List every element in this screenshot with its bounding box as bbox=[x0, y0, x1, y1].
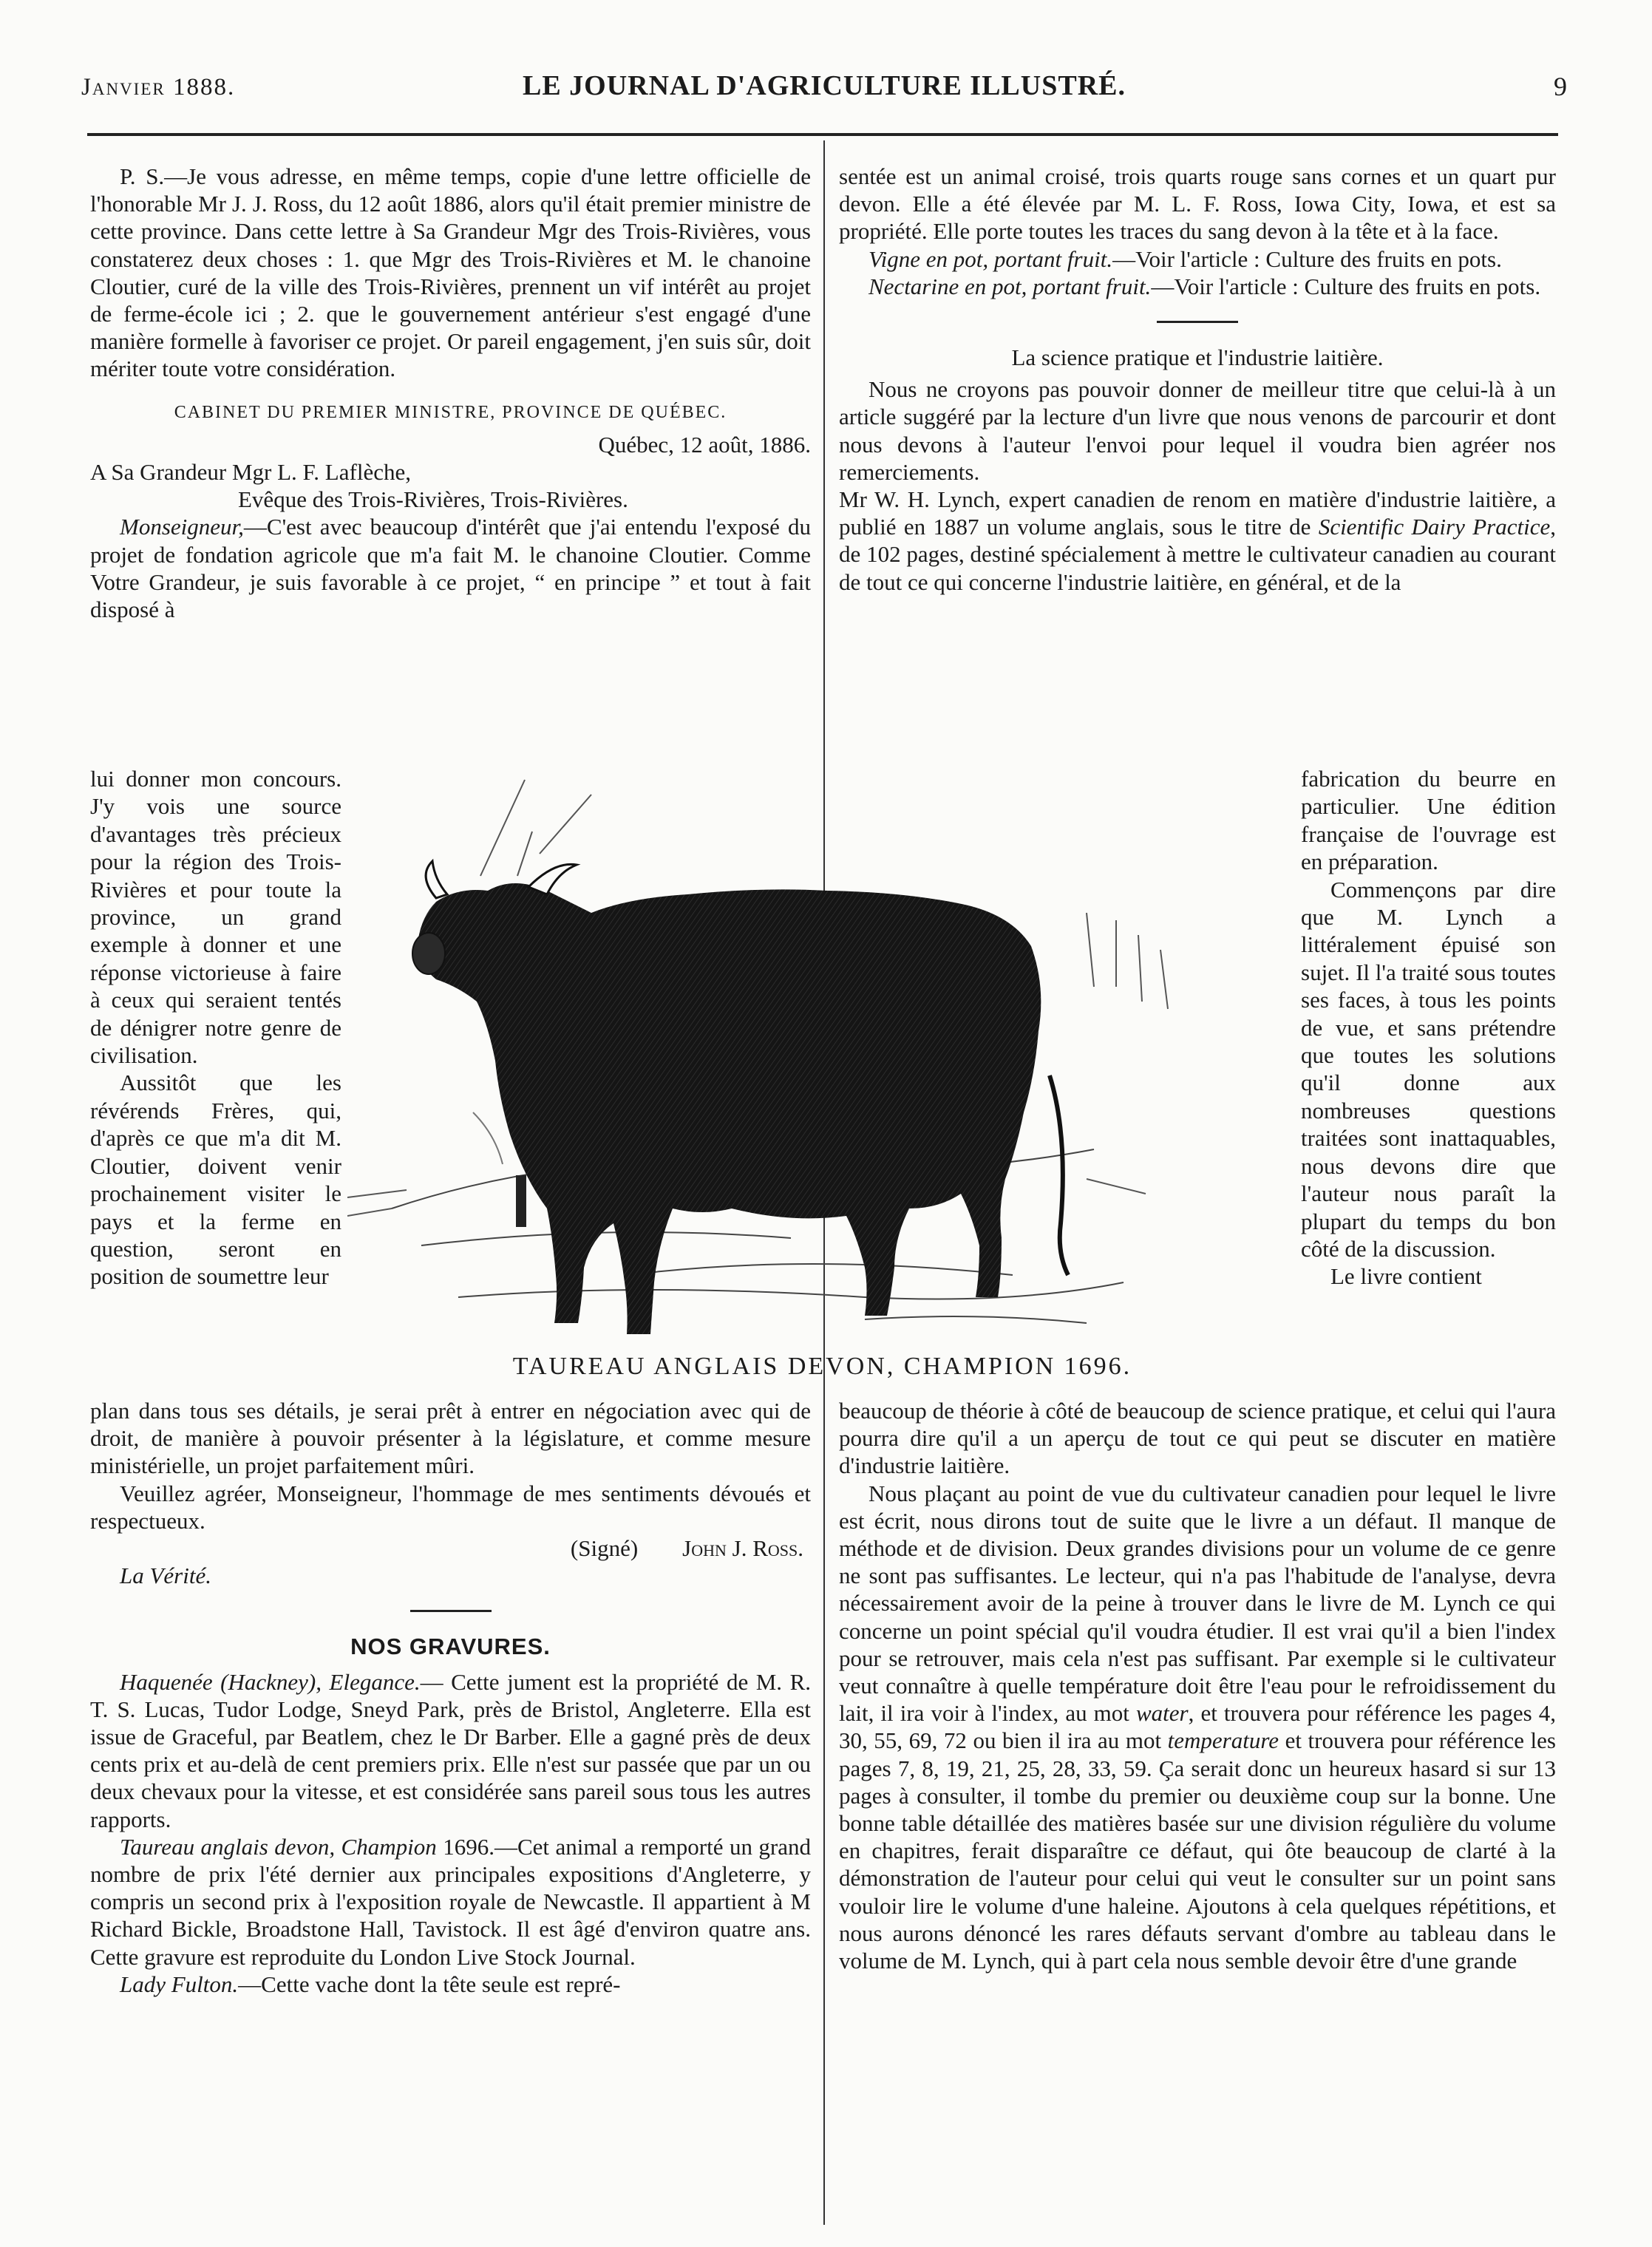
issue-date: Janvier 1888. bbox=[81, 74, 236, 101]
low-p2-c: et trouvera pour référence les pages 7, 8, 19, 21, 25, 28, 33, 59. Ça serait donc un heureux hasard si sur 13 pages à consulter, il tombe du premier ou deuxième coup sur la bonne. Une bonne table détaillée des matières basée sur une division régulière du volume en chapitres, ferait disparaître ce défaut, qui ôte beaucoup de clarté à la démonstration de l'auteur pour celui qui veut le consulter sur un point sans vouloir lire le volume d'une haleine. Ajoutons à cela quelques répétitions, et nous aurons dénoncé les rares défauts servant d'ombre au tableau dans le volume de M. Lynch, qui à part cela nous semble devoir être d'une grande bbox=[839, 1727, 1556, 1974]
right-column-narrow bbox=[1301, 765, 1556, 1291]
cabinet-heading: CABINET DU PREMIER MINISTRE, PROVINCE DE QUÉBEC. bbox=[174, 402, 727, 422]
addressee-line1: A Sa Grandeur Mgr L. F. Laflèche, bbox=[90, 459, 411, 486]
letter-body-narrow: lui donner mon concours. J'y vois une source d'avantages très précieux pour la région des Trois-Rivières et pour toute la province, un grand exemple à donner et une réponse victorieuse à faire à ceux qui seraient tentés de dénigrer notre genre de civilisation. bbox=[90, 766, 341, 1069]
ps-paragraph: P. S.—Je vous adresse, en même temps, copie d'une lettre officielle de l'honorable Mr J. J. Ross, du 12 août 1886, alors qu'il était premier ministre de cette province. Dans cette lettre à Sa Grandeur Mgr des Trois-Rivières, vous constaterez deux choses : 1. que Mgr des Trois-Rivières et M. le chanoine Cloutier, curé de la ville des Trois-Rivières, prennent un vif intérêt au projet de ferme-école ici ; 2. que le gouvernement antérieur s'est engagé d'une manière formelle à favoriser ce projet. Or pareil engagement, j'en suis sûr, doit mériter toute votre considération. bbox=[90, 163, 811, 382]
right-column-top bbox=[839, 163, 1556, 596]
low-p2-a: Nous plaçant au point de vue du cultivateur canadien pour lequel le livre est écrit, nous dirons tout de suite que le livre a un défaut. Il manque de méthode et de division. Deux grandes divisions pour un volume de ce genre ne sont pas suffisantes. Le lecteur, qui n'a pas l'habitude de l'analyse, devra nécessairement avoir de la peine à trouver dans le livre de M. Lynch ce qui concerne un point spécial qu'il voudra étudier. Il est vrai qu'il a bien l'index pour se retrouver, mais cela n'est pas suffisant. Par exemple si le cultivateur veut connaître à quelle température doit être l'eau pour le refroidissement du lait, il ira voir à l'index, au mot bbox=[839, 1480, 1556, 1727]
figure-caption: TAUREAU ANGLAIS DEVON, CHAMPION 1696. bbox=[512, 1353, 1132, 1380]
nectarine-title: Nectarine en pot, portant fruit. bbox=[869, 273, 1152, 299]
low-p1: beaucoup de théorie à côté de beaucoup de science pratique, et celui qui l'aura pourra dire qu'il a un aperçu de tout ce qui peut se discuter en matière d'industrie laitière. bbox=[839, 1398, 1556, 1479]
narrow-p1: fabrication du beurre en particulier. Une édition française de l'ouvrage est en préparation. bbox=[1301, 766, 1556, 875]
fence-post bbox=[516, 1175, 526, 1227]
low-p2 bbox=[839, 1480, 1556, 1975]
left-column-narrow bbox=[90, 765, 341, 1291]
nectarine-text: —Voir l'article : Culture des fruits en pots. bbox=[1151, 273, 1541, 299]
left-column-lower bbox=[90, 1397, 811, 1998]
page-header bbox=[81, 68, 1567, 112]
bull-engraving bbox=[347, 765, 1297, 1390]
science-p2 bbox=[839, 486, 1556, 596]
gravure1-title: Haquenée (Hackney), Elegance. bbox=[120, 1668, 421, 1695]
section-rule bbox=[410, 1610, 492, 1612]
book-title: Scientific Dairy Practice bbox=[1318, 514, 1551, 540]
signed-name: John J. Ross. bbox=[682, 1535, 803, 1562]
science-heading: La science pratique et l'industrie laitière. bbox=[1011, 344, 1384, 371]
science-p2-pre: Mr W. H. Lynch, expert canadien de renom en matière d'industrie laitière, a publié en 1887 un volume anglais, sous le titre de bbox=[839, 486, 1556, 540]
vigne-text: —Voir l'article : Culture des fruits en pots. bbox=[1112, 245, 1502, 272]
gravure3 bbox=[90, 1971, 811, 1998]
gravures-heading: NOS GRAVURES. bbox=[350, 1634, 551, 1660]
header-rule bbox=[87, 133, 1558, 136]
low-p2-b: , et trouvera pour référence les pages 4, 30, 55, 69, 72 ou bien il ira au mot bbox=[839, 1700, 1556, 1754]
letter-body-wide: —C'est avec beaucoup d'intérêt que j'ai entendu l'exposé du projet de fondation agricole que m'a fait M. le chanoine Cloutier. Comme Votre Grandeur, je suis favorable à ce projet, “ en principe ” et tout à fait disposé à bbox=[90, 514, 811, 623]
right-column-lower bbox=[839, 1397, 1556, 1974]
nectarine-entry bbox=[839, 273, 1556, 300]
section-rule bbox=[1157, 321, 1238, 323]
word-temperature: temperature bbox=[1167, 1727, 1279, 1754]
letter-body-narrow2: Aussitôt que les révérends Frères, qui, d'après ce que m'a dit M. Cloutier, doivent venir prochainement visiter le pays et la ferme en question, seront en position de soumettre leur bbox=[90, 1070, 341, 1290]
page-number: 9 bbox=[1554, 72, 1567, 101]
bull-body bbox=[412, 861, 1068, 1334]
gravure2-title: Taureau anglais devon, Champion bbox=[120, 1833, 437, 1860]
vigne-title: Vigne en pot, portant fruit. bbox=[869, 245, 1113, 272]
gravure2-text: 1696.—Cet animal a remporté un grand nombre de prix l'été dernier aux principales expositions d'Angleterre, y compris un second prix à l'exposition royale de Newcastle. Il appartient à M Richard Bickle, Broadstone Hall, Tavistock. Il est âgé d'environ quatre ans. Cette gravure est reproduite du London Live Stock Journal. bbox=[90, 1833, 812, 1970]
left-column-top bbox=[90, 163, 811, 623]
science-p1: Nous ne croyons pas pouvoir donner de meilleur titre que celui-là à un article suggéré par la lecture d'un livre que nous venons de parcourir et dont nous devons à l'auteur l'envoi pour lequel il voudra bien agréer nos remerciements. bbox=[839, 376, 1556, 485]
addressee-line2: Evêque des Trois-Rivières, Trois-Rivières. bbox=[238, 486, 628, 513]
letter-body-continue: plan dans tous ses détails, je serai prêt à entrer en négociation avec qui de droit, de manière à pouvoir présenter à la législature, et comme mesure ministérielle, un projet parfaitement mûri. bbox=[90, 1398, 811, 1479]
gravure1 bbox=[90, 1668, 811, 1833]
lady-fulton-continue: sentée est un animal croisé, trois quarts rouge sans cornes et un quart pur devon. Elle a été élevée par M. L. F. Ross, Iowa City, Iowa, et est sa propriété. Elle porte toutes les traces du sang devon à la tête et à la face. bbox=[839, 163, 1556, 245]
narrow-p3: Le livre contient bbox=[1330, 1263, 1482, 1290]
bull-illustration bbox=[347, 765, 1297, 1349]
gravure3-title: Lady Fulton. bbox=[120, 1971, 239, 1997]
letter-opening bbox=[90, 513, 811, 623]
gravure2 bbox=[90, 1833, 811, 1971]
source-attribution: La Vérité. bbox=[120, 1563, 211, 1589]
gravure3-text: —Cette vache dont la tête seule est repré- bbox=[238, 1971, 621, 1997]
muzzle bbox=[412, 933, 445, 974]
signature-line bbox=[90, 1534, 811, 1562]
horn-left bbox=[426, 861, 447, 898]
narrow-p2: Commençons par dire que M. Lynch a littéralement épuisé son sujet. Il l'a traité sous toutes ses faces, à tous les points de vue, et sans prétendre que toutes les solutions qu'il donne aux nombreuses questions traitées sont inattaquables, nous devons dire que l'auteur nous paraît la plupart du temps du bon côté de la discussion. bbox=[1301, 876, 1556, 1262]
salutation: Monseigneur, bbox=[120, 514, 244, 540]
gravure1-text: — Cette jument est la propriété de M. R. T. S. Lucas, Tudor Lodge, Sneyd Park, près de Bristol, Angleterre. Ella est issue de Graceful, par Beatlem, chez le Dr Barber. Elle a gagné près de deux cents prix et au-delà de cent premiers prix. Elle n'est sur passée que par un ou deux chevaux pour la vitesse, et est considérée sans pareil sous tous les autres rapports. bbox=[90, 1668, 812, 1832]
signed-label: (Signé) bbox=[570, 1535, 639, 1562]
word-water: water bbox=[1135, 1700, 1189, 1727]
letter-closing: Veuillez agréer, Monseigneur, l'hommage de mes sentiments dévoués et respectueux. bbox=[90, 1480, 811, 1534]
science-p2-post: , de 102 pages, destiné spécialement à mettre le cultivateur canadien au courant de tout ce qui concerne l'industrie laitière, en général, et de la bbox=[839, 514, 1556, 595]
tail bbox=[1050, 1075, 1068, 1275]
journal-title: LE JOURNAL D'AGRICULTURE ILLUSTRÉ. bbox=[522, 70, 1126, 101]
vigne-entry bbox=[839, 245, 1556, 273]
letter-date: Québec, 12 août, 1886. bbox=[598, 431, 811, 458]
horn-right bbox=[528, 864, 577, 894]
